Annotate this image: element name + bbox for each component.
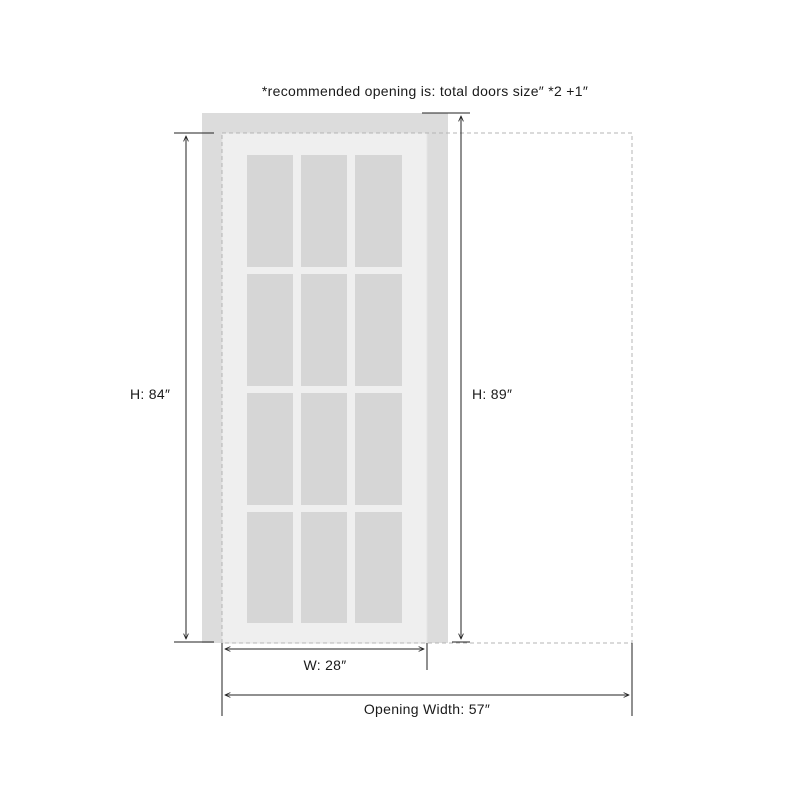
door-height-label: H: 84″ [130,386,171,402]
glass-pane [301,393,347,505]
glass-pane [247,512,293,623]
glass-pane [301,155,347,267]
glass-pane [355,155,402,267]
opening-width-label: Opening Width: 57″ [363,701,491,717]
glass-pane [355,274,402,386]
glass-pane [301,512,347,623]
glass-pane [355,393,402,505]
glass-pane [247,274,293,386]
opening-height-label: H: 89″ [472,386,513,402]
glass-pane [301,274,347,386]
glass-pane [247,393,293,505]
glass-pane [355,512,402,623]
glass-pane [247,155,293,267]
recommended-opening-note: *recommended opening is: total doors size″ *2 +1″ [261,83,589,99]
door-width-label: W: 28″ [303,657,347,673]
